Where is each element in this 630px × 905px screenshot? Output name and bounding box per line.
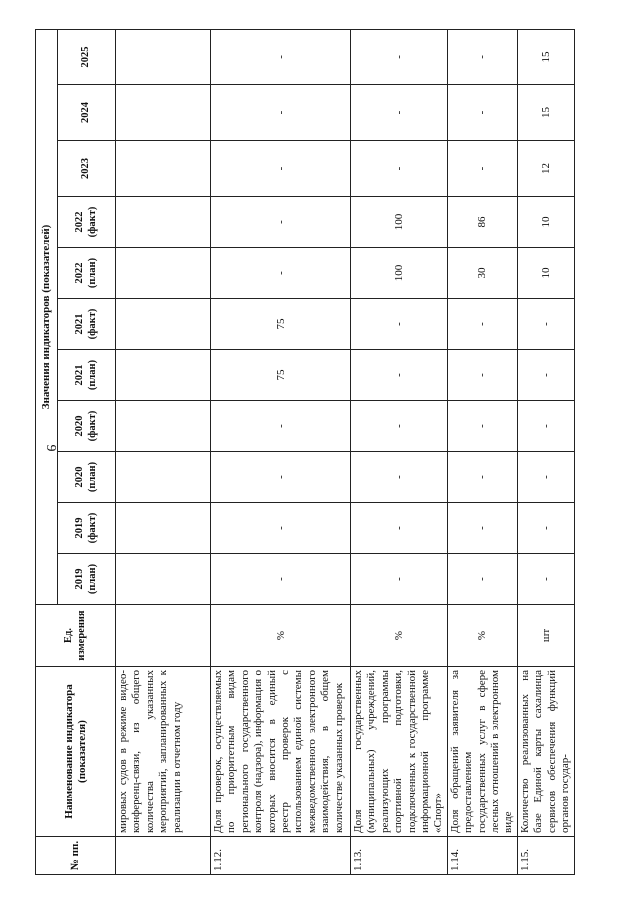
row-unit: шт: [517, 605, 574, 667]
header-year-2022-fact: 2022 (факт): [58, 197, 116, 248]
header-year-2024: 2024: [58, 85, 116, 141]
header-year-2021-plan: 2021 (план): [58, 350, 116, 401]
row-value: -: [211, 85, 351, 141]
row-value: -: [517, 503, 574, 554]
row-value: -: [447, 554, 517, 605]
row-value: -: [447, 85, 517, 141]
row-value: [116, 141, 211, 197]
row-value: -: [211, 141, 351, 197]
row-value: -: [447, 452, 517, 503]
row-value: [116, 452, 211, 503]
row-value: -: [517, 401, 574, 452]
row-num: [116, 837, 211, 875]
row-value: -: [211, 452, 351, 503]
row-value: -: [517, 554, 574, 605]
row-value: [116, 29, 211, 84]
header-group: Значения индикаторов (показателей): [36, 29, 58, 604]
row-value: -: [351, 452, 448, 503]
row-value: [116, 554, 211, 605]
row-value: 100: [351, 248, 448, 299]
row-value: [116, 85, 211, 141]
header-num: № пп.: [36, 837, 116, 875]
table-row: [211, 29, 351, 874]
header-unit-line2: измерения: [75, 610, 87, 661]
row-value: -: [351, 401, 448, 452]
row-value: -: [211, 197, 351, 248]
row-name: мировых судов в режиме видео-конференц-связи, из общего количества указанных мероприятий, запланированных к реализации в отчетном году: [116, 667, 211, 837]
row-value: -: [351, 350, 448, 401]
row-value: -: [351, 554, 448, 605]
header-year-2020-fact: 2020 (факт): [58, 401, 116, 452]
row-value: -: [447, 401, 517, 452]
row-value: 15: [517, 85, 574, 141]
row-num: 1.15.: [517, 837, 574, 875]
row-unit: %: [211, 605, 351, 667]
rotated-table-container: [35, 30, 572, 875]
row-name: Количество реализованных на базе Единой карты сахалинца сервисов обеспечения функций органов государ-: [517, 667, 574, 837]
row-value: -: [211, 554, 351, 605]
row-num: 1.13.: [351, 837, 448, 875]
row-unit: %: [447, 605, 517, 667]
header-unit-line1: Ед.: [63, 628, 75, 643]
row-value: 75: [211, 350, 351, 401]
header-year-2023: 2023: [58, 141, 116, 197]
indicators-table: [35, 29, 575, 875]
header-year-2019-fact: 2019 (факт): [58, 503, 116, 554]
row-value: 10: [517, 248, 574, 299]
row-value: -: [211, 503, 351, 554]
row-value: -: [211, 248, 351, 299]
row-value: [116, 197, 211, 248]
row-value: -: [517, 452, 574, 503]
header-unit: [36, 605, 116, 667]
row-value: -: [351, 503, 448, 554]
row-value: -: [351, 141, 448, 197]
table-row: [351, 29, 448, 874]
row-value: 86: [447, 197, 517, 248]
row-value: -: [351, 29, 448, 84]
row-unit: [116, 605, 211, 667]
row-value: -: [447, 299, 517, 350]
row-value: -: [517, 299, 574, 350]
header-name-line1: Наименование индикатора: [62, 684, 75, 819]
row-value: -: [351, 85, 448, 141]
row-value: -: [447, 350, 517, 401]
row-value: [116, 248, 211, 299]
row-value: 10: [517, 197, 574, 248]
header-name: [36, 667, 116, 837]
row-value: 30: [447, 248, 517, 299]
row-value: 100: [351, 197, 448, 248]
row-name: Доля обращений заявителя за предоставлением государственных услуг в сфере лесных отношений в электронном виде: [447, 667, 517, 837]
row-value: -: [351, 299, 448, 350]
row-value: -: [447, 503, 517, 554]
header-year-2022-plan: 2022 (план): [58, 248, 116, 299]
row-value: 75: [211, 299, 351, 350]
header-year-2019-plan: 2019 (план): [58, 554, 116, 605]
row-value: -: [211, 29, 351, 84]
page-number: 9: [43, 444, 58, 452]
row-value: -: [211, 401, 351, 452]
row-value: 15: [517, 29, 574, 84]
header-year-2021-fact: 2021 (факт): [58, 299, 116, 350]
row-value: [116, 503, 211, 554]
row-value: -: [447, 29, 517, 84]
table-row: [116, 29, 211, 874]
row-value: [116, 350, 211, 401]
row-value: [116, 401, 211, 452]
row-name: Доля государственных (муниципальных) учреждений, реализующих программы спортивной подготовки, подключенных к государственной информационной программе «Спорт»: [351, 667, 448, 837]
row-value: -: [517, 350, 574, 401]
table-row: [447, 29, 517, 874]
table-row: [517, 29, 574, 874]
row-num: 1.12.: [211, 837, 351, 875]
header-year-2020-plan: 2020 (план): [58, 452, 116, 503]
header-year-2025: 2025: [58, 29, 116, 84]
row-unit: %: [351, 605, 448, 667]
header-name-line2: (показателя): [75, 720, 88, 783]
row-name: Доля проверок, осуществляемых по приоритетным видам регионального государственного контроля (надзора), информация о которых вносится в единый реестр проверок с использованием единой системы межведомственного электронного взаимодействия, в общем количестве указанных проверок: [211, 667, 351, 837]
row-value: [116, 299, 211, 350]
row-num: 1.14.: [447, 837, 517, 875]
row-value: -: [447, 141, 517, 197]
row-value: 12: [517, 141, 574, 197]
